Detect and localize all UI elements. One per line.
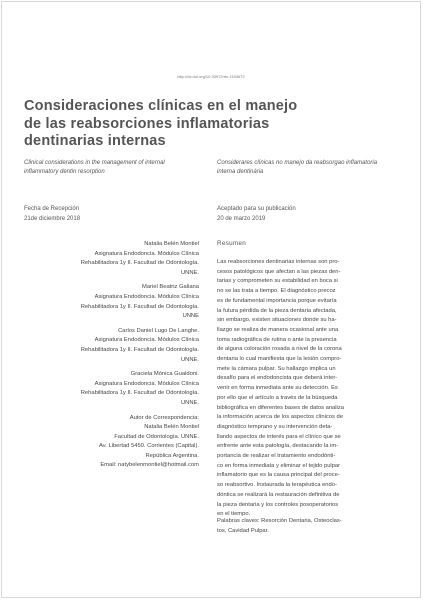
abstract-line: enfrente ante esta patología, destacando la im- — [217, 443, 339, 450]
author-affiliation: Asignatura Endodoncia. Módulos Clínica — [94, 250, 199, 257]
author-block — [54, 327, 199, 365]
doi-link[interactable]: http://dx.doi.org/10.30972/rfo.1153672 — [177, 74, 245, 79]
abstract-line: en el tiempo. — [217, 511, 251, 518]
abstract-line: desafío para el endodoncista que deberá inter- — [217, 375, 338, 382]
abstract-line: bibliográfica en diferentes bases de datos analiza — [217, 404, 344, 411]
abstract-line: portancia de realizar el tratamiento endodónti- — [217, 453, 336, 460]
author-block — [54, 370, 199, 408]
author-affiliation: Rehabilitadora 1y II. Facultad de Odontología. — [80, 303, 199, 310]
abstract-line: inflamatorio que es la causa principal del proce- — [217, 472, 340, 479]
reception-label: Fecha de Recepción — [24, 206, 80, 212]
correspondence-affiliation: Facultad de Odontología. UNNE. — [114, 433, 199, 440]
abstract-line: la futura pérdida de la pieza dentaria afectada, — [217, 307, 337, 314]
accepted-label: Aceptado para su publicación — [217, 206, 296, 212]
abstract-line: es de fundamental importancia porque evitaría — [217, 297, 337, 304]
author-name: Mariel Beatriz Galiana — [141, 284, 199, 291]
author-affiliation: Rehabilitadora 1y II. Facultad de Odontología. — [80, 260, 199, 267]
abstract-line: sin embargo, existen situaciones donde su ha- — [217, 317, 337, 324]
article-title — [24, 98, 354, 151]
abstract-line: venir en forma inmediata ante su detección. Es — [217, 385, 338, 392]
abstract-line: dóntica se realizará la restauración definitiva de — [217, 491, 340, 498]
abstract-line: diagnóstico temprano y su intervención deta- — [217, 423, 333, 430]
author-affiliation: UNNE. — [180, 356, 199, 363]
correspondence-label: Autor de Correspondencia: — [129, 414, 199, 421]
authors-column — [54, 240, 199, 476]
abstract-line: tarias y comprometen su estabilidad en boca si — [217, 278, 338, 285]
abstract-line: cesos patológicos que afectan a las piezas den- — [217, 268, 341, 275]
correspondence-address: Av. Libertad 5450. Corrientes (Capital). — [99, 443, 199, 450]
english-title: Clinical considerations in the management of internal inflammatory dentin resorption — [24, 160, 165, 175]
abstract-line: dentaria lo cual manifiesta que la lesión compro- — [217, 356, 342, 363]
author-name: Natalia Belén Montiel — [144, 241, 199, 247]
abstract-line: no se las trata a tiempo. El diagnóstico precoz — [217, 288, 336, 295]
author-block — [54, 240, 199, 278]
accepted-date: 20 de marzo 2019 — [217, 216, 266, 222]
author-block — [54, 283, 199, 321]
author-affiliation: Asignatura Endodoncia. Módulos Clínica — [94, 337, 199, 344]
author-affiliation: Asignatura Endodoncia. Módulos Clínica — [94, 293, 199, 300]
author-affiliation: Asignatura Endodoncia. Módulos Clínica — [94, 380, 199, 387]
author-affiliation: UNNE. — [180, 269, 199, 276]
title-line: dentinarias internas — [24, 133, 166, 149]
abstract-line: llando aspectos de interés para el clínico que se — [217, 433, 341, 440]
article-page — [1, 1, 421, 598]
author-name: Carlos Daniel Lugo De Langhe. — [118, 327, 199, 334]
abstract-line: Las reabsorciones dentinarias internas son pro- — [217, 259, 340, 265]
abstract-line: llazgo se realiza de manera ocasional ante una — [217, 326, 339, 333]
abstract-line: por ello que el artículo a través de la búsqueda — [217, 394, 338, 401]
title-line: de las reabsorciones inflamatorias — [24, 115, 270, 132]
abstract-line: toma radiográfica de rutina o ante la presencia — [217, 336, 337, 343]
abstract-line: la información acerca de los aspectos clínicos de — [217, 414, 343, 421]
author-affiliation: UNNE. — [180, 399, 199, 406]
correspondence-name: Natalia Belén Montiel — [144, 424, 199, 431]
abstract-line: mete la cámara pulpar. Su hallazgo implica un — [217, 365, 336, 372]
keywords — [217, 517, 369, 536]
abstract-heading: Resumen — [217, 240, 247, 247]
author-affiliation: UNNE — [182, 313, 199, 320]
abstract-text — [217, 258, 369, 520]
abstract-line: so reabsortivo. Instaurada la terapéutica endo- — [217, 482, 337, 489]
title-line: Consideraciones clínicas en el manejo — [24, 98, 298, 114]
keywords-line: Palabras claves: Resorción Dentaria, Osteoclas- — [217, 518, 342, 524]
correspondence-country: República Argentina. — [145, 452, 199, 459]
keywords-line: tos, Cavidad Pulpar. — [217, 527, 269, 534]
correspondence-email[interactable]: Email: natybelenmontiel@hotmail.com — [100, 462, 199, 469]
author-affiliation: Rehabilitadora 1y II. Facultad de Odontología. — [80, 346, 199, 353]
abstract-line: la pieza dentaria y los controles posoperatorios — [217, 501, 339, 508]
abstract-line: co en forma inmediata y eliminar el tejido pulpar — [217, 462, 341, 469]
portuguese-title: Considerares clínicas no manejo da reabsorgao inflamatoria interna dentinária — [217, 160, 378, 175]
author-name: Graciela Mónica Gualdoni. — [130, 371, 199, 378]
author-affiliation: Rehabilitadora 1y II. Facultad de Odontología. — [80, 390, 199, 397]
correspondence-block — [54, 414, 199, 472]
reception-date: 21de diciembre 2018 — [24, 216, 81, 222]
abstract-line: de alguna coloración rosada a nivel de la corona — [217, 346, 342, 353]
